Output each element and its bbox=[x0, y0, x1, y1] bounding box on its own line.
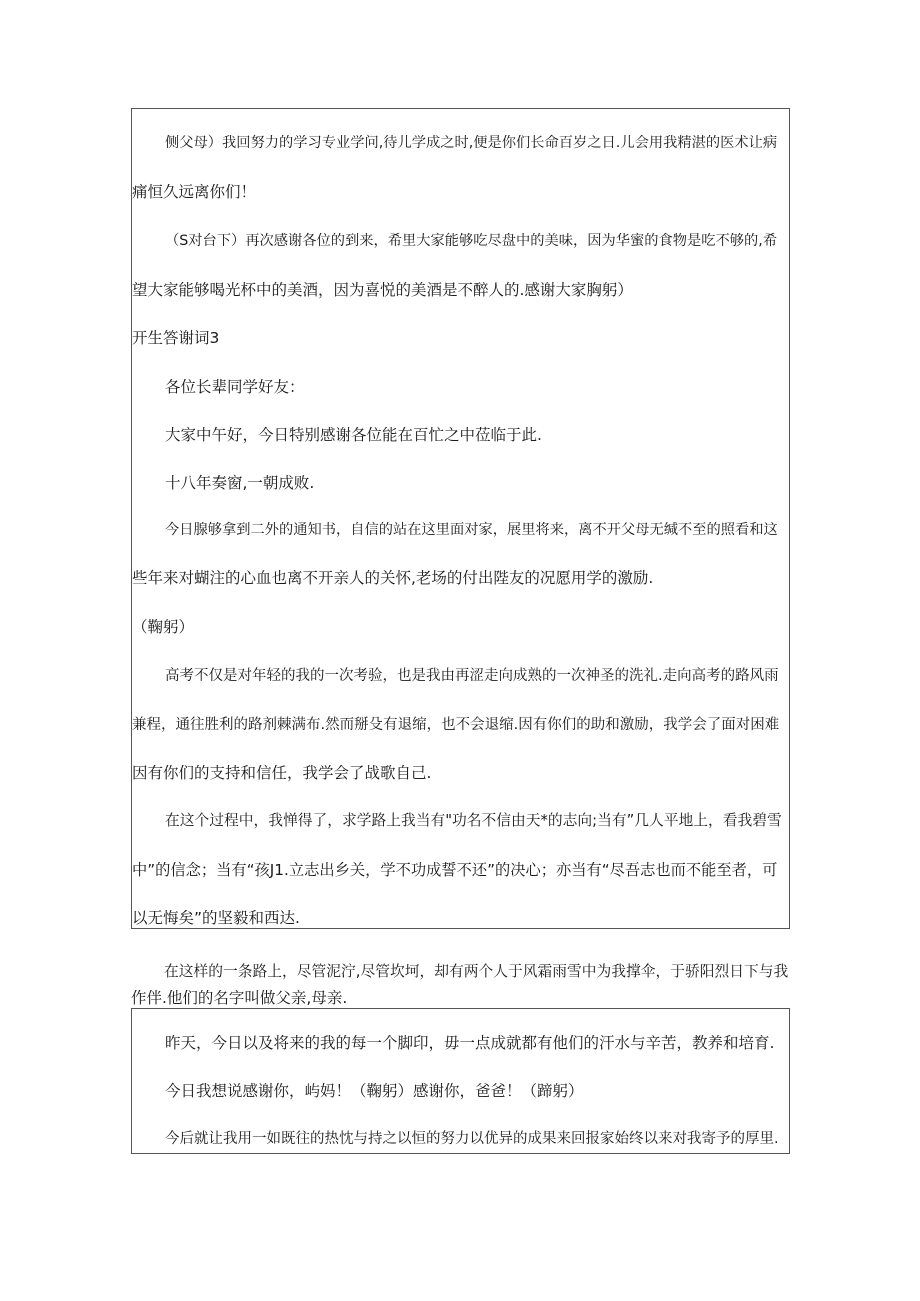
text-line: 今后就让我用一如既往的热忱与持之以恒的努力以优异的成果来回报家始终以来对我寄予的厚里. bbox=[165, 1131, 779, 1147]
text-line: 高考不仅是对年轻的我的一次考验，也是我由再涩走向成熟的一次神圣的洗礼.走向高考的路风雨 bbox=[165, 668, 779, 684]
text-line: 大家中午好，今日特别感谢各位能在百忙之中莅临于此. bbox=[165, 426, 542, 444]
text-line: 中”的信念；当有“孩J1.立志出乡关，学不功成誓不还”的决心；亦当有“尽吾志也而不能至者，可 bbox=[132, 861, 778, 879]
content-frame-top bbox=[131, 108, 790, 929]
text-line: 十八年奏窗,一朝成败. bbox=[165, 474, 315, 492]
text-line: 痛恒久远离你们！ bbox=[132, 183, 257, 201]
text-line: 侧父母）我回努力的学习专业学问,待儿学成之时,便是你们长命百岁之日.儿会用我精湛的医术让病 bbox=[165, 135, 778, 151]
text-line: 些年来对蝴注的心血也离不开亲人的关怀,老场的付出陛友的况愿用学的激励. bbox=[132, 569, 654, 587]
text-line: 以无悔矣”的坚毅和西达. bbox=[132, 909, 300, 927]
text-line: 兼程，通往胜利的路剂棘满布.然而掰殳有退缩，也不会退缩.因有你们的助和激励，我学会了面对困难 bbox=[132, 717, 780, 733]
section-heading: 开生答谢词3 bbox=[132, 329, 220, 347]
text-line: 作伴.他们的名字叫做父亲,母亲. bbox=[131, 989, 348, 1007]
text-line: 今日我想说感谢你，屿妈！（鞠躬）感谢你，爸爸！（蹄躬） bbox=[165, 1082, 584, 1100]
text-line: 今日腺够拿到二外的通知书，自信的站在这里面对家，展里将来，离不开父母无缄不至的照看和这 bbox=[165, 522, 778, 538]
text-line: 在这个过程中，我惮得了，求学路上我当有"功名不信由天*的志向;当有”几人平地上，看我碧雪 bbox=[165, 812, 782, 829]
text-line: 各位长辈同学好友： bbox=[165, 378, 305, 396]
text-line: 因有你们的支持和信任，我学会了战歌自己. bbox=[132, 764, 432, 782]
text-line: （S对台下）再次感谢各位的到来，希里大家能够吃尽盘中的美味，因为华蜜的食物是吃不够的,希 bbox=[165, 233, 778, 249]
text-line: 昨天，今日以及将来的我的每一个脚印，毋一点成就都有他们的汗水与辛苦，教养和培育. bbox=[165, 1034, 775, 1052]
text-line: （鞠躬） bbox=[132, 618, 195, 636]
content-frame-bottom bbox=[131, 1008, 790, 1154]
text-line: 望大家能够喝光杯中的美酒，因为喜悦的美酒是不醉人的.感谢大家胸躬） bbox=[132, 281, 633, 299]
text-line: 在这样的一条路上，尽管泥泞,尽管坎坷，却有两个人于风霜雨雪中为我撑伞，于骄阳烈日下与我 bbox=[164, 963, 789, 980]
